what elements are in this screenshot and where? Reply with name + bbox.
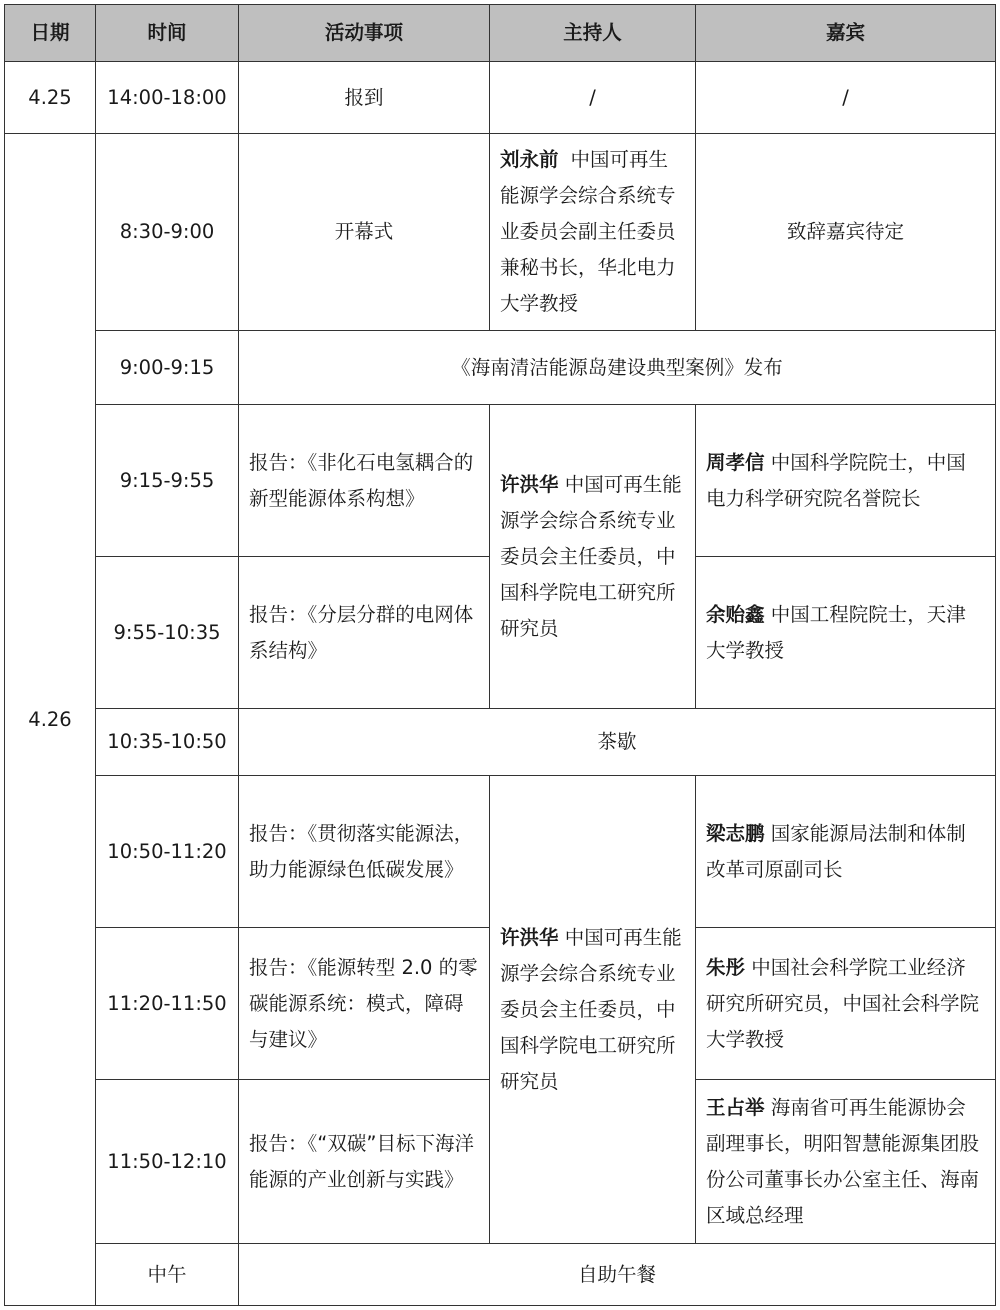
guest-name: 梁志鹏 xyxy=(706,821,765,845)
guest-cell: 致辞嘉宾待定 xyxy=(696,134,996,331)
guest-desc: 中国社会科学院工业经济研究所研究员，中国社会科学院大学教授 xyxy=(706,955,980,1051)
guest-name: 朱彤 xyxy=(706,955,746,979)
table-row xyxy=(5,134,996,331)
host-cell xyxy=(490,134,696,331)
guest-desc: 中国科学院院士，中国电力科学研究院名誉院长 xyxy=(706,450,966,510)
time-cell: 11:50-12:10 xyxy=(96,1080,239,1244)
header-activity: 活动事项 xyxy=(239,5,490,62)
activity-cell: 报告：《能源转型 2.0 的零碳能源系统：模式，障碍与建议》 xyxy=(239,928,490,1080)
guest-desc: 海南省可再生能源协会副理事长，明阳智慧能源集团股份公司董事长办公室主任、海南区域总经理 xyxy=(706,1095,980,1227)
header-guest: 嘉宾 xyxy=(696,5,996,62)
activity-cell: 开幕式 xyxy=(239,134,490,331)
time-cell: 10:35-10:50 xyxy=(96,709,239,776)
guest-cell xyxy=(696,557,996,709)
host-desc: 中国可再生能源学会综合系统专业委员会主任委员，中国科学院电工研究所研究员 xyxy=(500,925,682,1093)
table-row xyxy=(5,62,996,134)
guest-name: 周孝信 xyxy=(706,450,765,474)
activity-cell: 报告：《“双碳”目标下海洋能源的产业创新与实践》 xyxy=(239,1080,490,1244)
host-cell xyxy=(490,405,696,709)
host-desc: 中国可再生能源学会综合系统专业委员会副主任委员兼秘书长，华北电力大学教授 xyxy=(500,148,676,315)
guest-cell: / xyxy=(696,62,996,134)
time-cell: 8:30-9:00 xyxy=(96,134,239,331)
guest-cell xyxy=(696,405,996,557)
table-row xyxy=(5,331,996,405)
guest-desc: 中国工程院院士，天津大学教授 xyxy=(706,602,966,662)
table-row xyxy=(5,709,996,776)
time-cell: 9:55-10:35 xyxy=(96,557,239,709)
header-date: 日期 xyxy=(5,5,96,62)
header-time: 时间 xyxy=(96,5,239,62)
time-cell: 中午 xyxy=(96,1244,239,1306)
guest-cell xyxy=(696,1080,996,1244)
guest-cell xyxy=(696,928,996,1080)
host-name: 刘永前 xyxy=(500,148,559,171)
table-row xyxy=(5,405,996,557)
activity-cell: 自助午餐 xyxy=(239,1244,996,1306)
time-cell: 11:20-11:50 xyxy=(96,928,239,1080)
activity-cell: 报到 xyxy=(239,62,490,134)
activity-cell: 茶歇 xyxy=(239,709,996,776)
activity-cell: 报告：《贯彻落实能源法，助力能源绿色低碳发展》 xyxy=(239,776,490,928)
guest-cell xyxy=(696,776,996,928)
guest-name: 余贻鑫 xyxy=(706,602,765,626)
host-name: 许洪华 xyxy=(500,925,559,949)
guest-desc: 国家能源局法制和体制改革司原副司长 xyxy=(706,821,966,881)
time-cell: 9:00-9:15 xyxy=(96,331,239,405)
host-desc: 中国可再生能源学会综合系统专业委员会主任委员，中国科学院电工研究所研究员 xyxy=(500,472,682,640)
date-cell: 4.25 xyxy=(5,62,96,134)
time-cell: 9:15-9:55 xyxy=(96,405,239,557)
header-host: 主持人 xyxy=(490,5,696,62)
activity-cell: 报告：《分层分群的电网体系结构》 xyxy=(239,557,490,709)
guest-name: 王占举 xyxy=(706,1095,765,1119)
host-name: 许洪华 xyxy=(500,472,559,496)
activity-cell: 《海南清洁能源岛建设典型案例》发布 xyxy=(239,331,996,405)
date-cell: 4.26 xyxy=(5,134,96,1306)
activity-cell: 报告：《非化石电氢耦合的新型能源体系构想》 xyxy=(239,405,490,557)
table-row xyxy=(5,1244,996,1306)
time-cell: 14:00-18:00 xyxy=(96,62,239,134)
table-row xyxy=(5,776,996,928)
host-cell: / xyxy=(490,62,696,134)
schedule-table xyxy=(4,4,996,1306)
host-cell xyxy=(490,776,696,1244)
time-cell: 10:50-11:20 xyxy=(96,776,239,928)
header-row xyxy=(5,5,996,62)
